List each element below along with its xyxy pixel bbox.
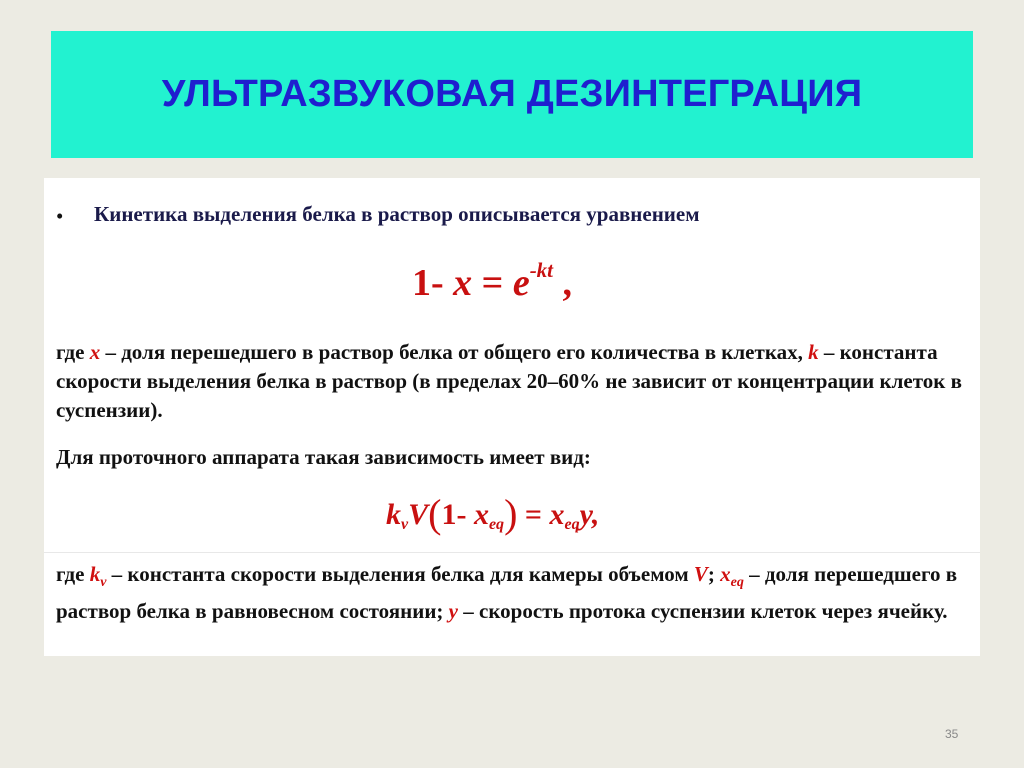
p3-var-xeq xyxy=(720,562,744,591)
divider xyxy=(44,552,980,553)
p1-var-x: x xyxy=(89,340,101,364)
eq1-x: x xyxy=(453,262,473,304)
eq2-one: 1 xyxy=(441,498,457,531)
p3-var-V: V xyxy=(693,562,708,586)
p3-var-y: y xyxy=(448,599,458,624)
eq2-k: k xyxy=(386,498,401,531)
p3-text-5: – скорость протока суспензии клеток через ячейку. xyxy=(458,599,948,624)
p1-var-k: k xyxy=(808,340,819,364)
eq2-rparen: ) xyxy=(504,491,518,536)
eq2-x2: x xyxy=(549,498,565,531)
content-area xyxy=(44,178,980,656)
eq2-comma: , xyxy=(591,498,600,531)
eq2-equals: = xyxy=(524,498,542,531)
p1-text-1: где xyxy=(56,340,90,364)
eq2-minus: - xyxy=(456,498,467,531)
eq2-x1-sub: eq xyxy=(488,516,505,533)
bullet-marker: • xyxy=(56,204,64,228)
eq1-one: 1 xyxy=(412,262,431,304)
equation-2 xyxy=(386,490,599,537)
p3-text-4: – доля перешедшего в раствор белка в равновесном состоянии; xyxy=(56,562,958,624)
p1-text-2: – доля перешедшего в раствор белка от общего его количества в клетках, xyxy=(100,340,809,364)
p1-text-3: – константа скорости выделения белка в раствор (в пределах 20–60% не зависит от концентрации клеток в суспензии). xyxy=(56,340,962,422)
paragraph-flow-intro: Для проточного аппарата такая зависимость имеет вид: xyxy=(56,445,591,469)
p3-var-x-sub: eq xyxy=(730,575,744,591)
slide-title: УЛЬТРАЗВУКОВАЯ ДЕЗИНТЕГРАЦИЯ xyxy=(161,73,863,115)
bullet-text: Кинетика выделения белка в раствор описывается уравнением xyxy=(94,202,700,226)
paragraph-definitions-1 xyxy=(56,338,966,425)
eq2-x1: x xyxy=(473,498,489,531)
eq1-comma: , xyxy=(562,262,573,304)
page-number: 35 xyxy=(945,727,959,741)
eq1-e: e xyxy=(512,262,530,304)
p3-text-2: – константа скорости выделения белка для камеры объемом xyxy=(106,562,694,586)
p3-text-3: ; xyxy=(707,562,721,586)
eq2-lparen: ( xyxy=(428,491,442,536)
eq2-V: V xyxy=(408,498,429,531)
eq2-y: y xyxy=(579,498,592,531)
equation-1 xyxy=(412,258,572,305)
p3-text-1: где xyxy=(56,562,90,586)
p3-var-kv xyxy=(89,562,107,591)
p3-var-k-sub: v xyxy=(100,575,107,591)
p3-var-x: x xyxy=(720,562,731,586)
slide-title-box xyxy=(51,31,973,158)
eq2-k-sub: v xyxy=(401,516,409,533)
p3-var-k: k xyxy=(89,562,101,586)
eq1-equals: = xyxy=(481,262,504,304)
paragraph-definitions-2 xyxy=(56,560,971,626)
eq2-x2-sub: eq xyxy=(564,516,580,533)
eq1-exponent: -kt xyxy=(529,258,554,282)
eq1-minus: - xyxy=(431,262,444,304)
